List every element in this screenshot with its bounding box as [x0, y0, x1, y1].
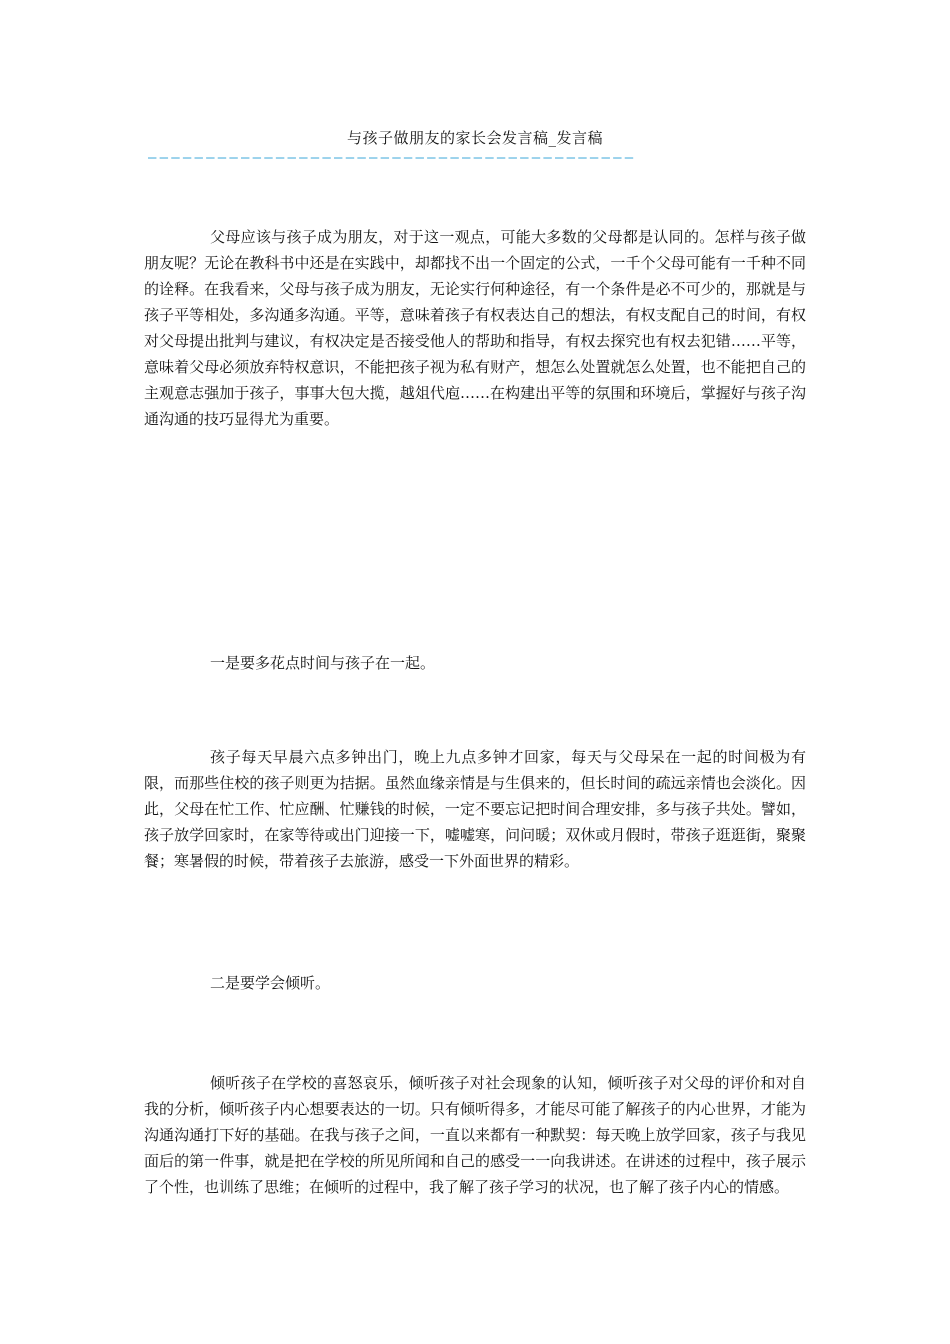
intro-paragraph: 父母应该与孩子成为朋友，对于这一观点，可能大多数的父母都是认同的。怎样与孩子做朋友呢？无论在教科书中还是在实践中，却都找不出一个固定的公式，一千个父母可能有一千种不同的诠释。在我看来，父母与孩子成为朋友，无论实行何种途径，有一个条件是必不可少的，那就是与孩子平等相处，多沟通多沟通。平等，意味着孩子有权表达自己的想法，有权支配自己的时间，有权对父母提出批判与建议，有权决定是否接受他人的帮助和指导，有权去探究也有权去犯错……平等，意味着父母必须放弃特权意识，不能把孩子视为私有财产，想怎么处置就怎么处置，也不能把自己的主观意志强加于孩子，事事大包大揽，越俎代庖……在构建出平等的氛围和环境后，掌握好与孩子沟通沟通的技巧显得尤为重要。 — [144, 228, 806, 428]
section-two-paragraph: 倾听孩子在学校的喜怒哀乐，倾听孩子对社会现象的认知，倾听孩子对父母的评价和对自我的分析，倾听孩子内心想要表达的一切。只有倾听得多，才能尽可能了解孩子的内心世界，才能为沟通沟通打下好的基础。在我与孩子之间，一直以来都有一种默契：每天晚上放学回家，孩子与我见面后的第一件事，就是把在学校的所见所闻和自己的感受一一向我讲述。在讲述的过程中，孩子展示了个性，也训练了思维；在倾听的过程中，我了解了孩子学习的状况，也了解了孩子内心的情感。 — [144, 1074, 806, 1196]
document-title: 与孩子做朋友的家长会发言稿_发言稿 — [346, 129, 603, 147]
section-heading-one: 一是要多花点时间与孩子在一起。 — [210, 654, 436, 672]
section-one-paragraph: 孩子每天早晨六点多钟出门，晚上九点多钟才回家，每天与父母呆在一起的时间极为有限，而那些住校的孩子则更为拮据。虽然血缘亲情是与生俱来的，但长时间的疏远亲情也会淡化。因此，父母在忙工作、忙应酬、忙赚钱的时候，一定不要忘记把时间合理安排，多与孩子共处。譬如，孩子放学回家时，在家等待或出门迎接一下，嘘嘘寒，问问暖；双休或月假时，带孩子逛逛街，聚聚餐；寒暑假的时候，带着孩子去旅游，感受一下外面世界的精彩。 — [144, 748, 806, 870]
section-heading-two: 二是要学会倾听。 — [210, 974, 331, 992]
title-divider: —————————————————————————————————————————— — [148, 151, 637, 165]
